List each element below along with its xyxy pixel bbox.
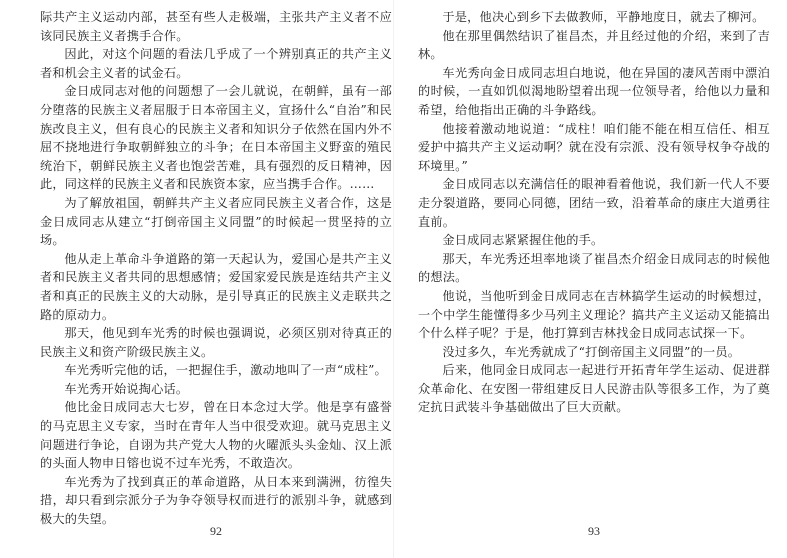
paragraph: 车光秀向金日成同志坦白地说，他在异国的凄风苦雨中漂泊的时候，一直如饥似渴地盼望着出现一位领导者，给他以力量和希望，给他指出正确的斗争路线。 bbox=[418, 65, 770, 117]
paragraph: 他比金日成同志大七岁，曾在日本念过大学。他是享有盛誉的马克思主义专家，当时在青年人当中很受欢迎。就马克思主义问题进行争论，自诩为共产党大人物的火曜派头头金灿、汉上派的头面人物申日镕也说不过车光秀，不敢造次。 bbox=[40, 400, 392, 471]
paragraph: 他说，当他听到金日成同志在吉林搞学生运动的时候想过，一个中学生能懂得多少马列主义理论？搞共产主义运动又能搞出个什么样子呢？于是，他打算到吉林找金日成同志试探一下。 bbox=[418, 288, 770, 341]
right-page bbox=[418, 8, 770, 548]
paragraph: 那天，车光秀还坦率地谈了崔昌杰介绍金日成同志的时候他的想法。 bbox=[418, 251, 770, 285]
paragraph: 他在那里偶然结识了崔昌杰，并且经过他的介绍，来到了吉林。 bbox=[418, 28, 770, 62]
paragraph: 因此，对这个问题的看法几乎成了一个辨别真正的共产主义者和机会主义者的试金石。 bbox=[40, 47, 392, 80]
paragraph: 后来，他同金日成同志一起进行开拓青年学生运动、促进群众革命化、在安图一带组建反日人民游击队等很多工作，为了奠定抗日武装斗争基础做出了巨大贡献。 bbox=[418, 363, 770, 415]
paragraph: 于是，他决心到乡下去做教师，平静地度日，就去了柳河。 bbox=[442, 10, 765, 24]
paragraph: 际共产主义运动内部，甚至有些人走极端，主张共产主义者不应该同民族主义者携手合作。 bbox=[40, 10, 392, 43]
page-number: 93 bbox=[588, 524, 600, 538]
paragraph: 金日成同志以充满信任的眼神看着他说，我们新一代人不要走分裂道路，要同心同德，团结一致，沿着革命的康庄大道勇往直前。 bbox=[418, 177, 770, 229]
right-page-text bbox=[418, 8, 770, 417]
paragraph: 那天，他见到车光秀的时候也强调说，必须区别对待真正的民族主义和资产阶级民族主义。 bbox=[40, 326, 392, 359]
paragraph: 车光秀开始说掏心话。 bbox=[64, 381, 189, 396]
paragraph: 他接着激动地说道：“成柱！咱们能不能在相互信任、相互爱护中搞共产主义运动啊？就在没有宗派、没有领导权争夺战的环境里。” bbox=[418, 121, 770, 173]
paragraph: 他从走上革命斗争道路的第一天起认为，爱国心是共产主义者和民族主义者共同的思想感情；爱国家爱民族是连结共产主义者和真正的民族主义的大动脉，是引导真正的民族主义走联共之路的原动力。 bbox=[40, 251, 392, 322]
paragraph: 没过多久，车光秀就成了“打倒帝国主义同盟”的一员。 bbox=[442, 344, 741, 359]
left-page bbox=[40, 8, 392, 548]
paragraph: 车光秀为了找到真正的革命道路，从日本来到满洲，彷徨失措，却只看到宗派分子为争夺领导权而进行的派别斗争，就感到极大的失望。 bbox=[40, 474, 392, 527]
left-page-text bbox=[40, 8, 392, 529]
paragraph: 金日成同志紧紧握住他的手。 bbox=[442, 233, 604, 248]
paragraph: 车光秀听完他的话，一把握住手，激动地叫了一声“成柱”。 bbox=[64, 363, 387, 378]
page-number: 92 bbox=[210, 524, 222, 538]
paragraph: 金日成同志对他的问题想了一会儿就说，在朝鲜，虽有一部分堕落的民族主义者屈服于日本帝国主义，宣扬什么“自治”和民族改良主义，但有良心的民族主义者和知识分子依然在国内外不屈不挠地进行争取朝鲜独立的斗争；在日本帝国主义野蛮的殖民统治下，朝鲜民族主义者也饱尝苦难，具有强烈的反日精神，因此，同这样的民族主义者和民族资本家，应当携手合作。…… bbox=[40, 84, 392, 192]
gutter-divider bbox=[393, 0, 394, 558]
paragraph: 为了解放祖国，朝鲜共产主义者应同民族主义者合作，这是金日成同志从建立“打倒帝国主义同盟”的时候起一贯坚持的立场。 bbox=[40, 195, 392, 248]
